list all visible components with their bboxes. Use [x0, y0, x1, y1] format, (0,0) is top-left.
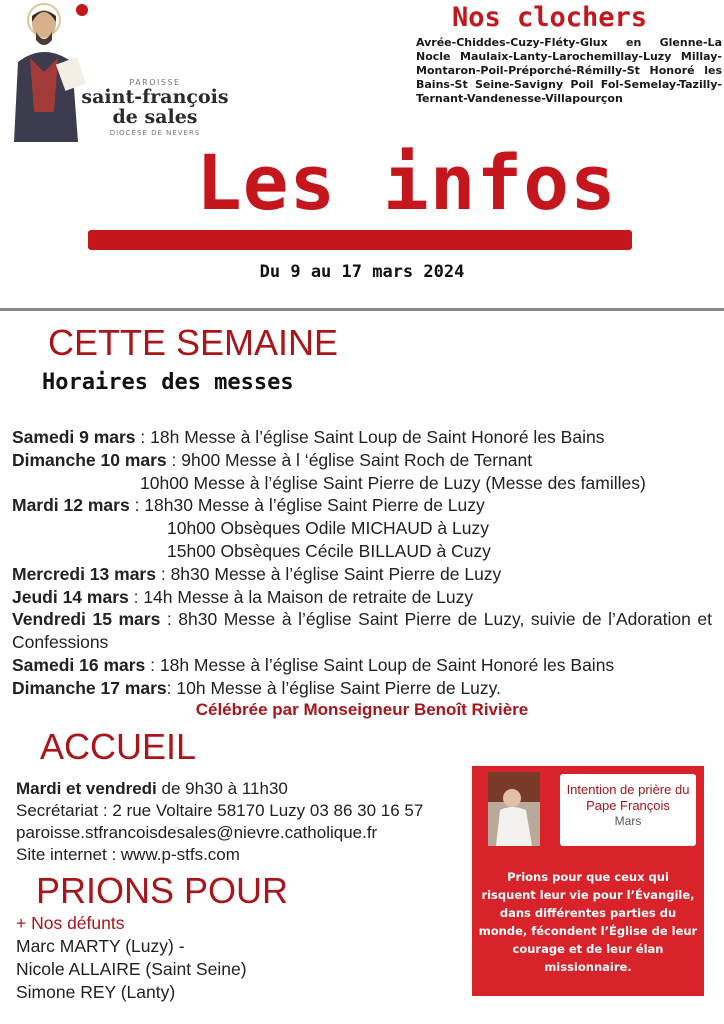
accueil-heading: ACCUEIL — [40, 726, 197, 767]
date-range: Du 9 au 17 mars 2024 — [259, 262, 465, 282]
defunt-name: Nicole ALLAIRE (Saint Seine) — [16, 959, 247, 979]
schedule-row — [12, 517, 712, 540]
schedule-row — [12, 654, 712, 677]
accueil-hours-text: de 9h30 à 11h30 — [156, 779, 288, 798]
intention-title: Intention de prière du Pape François — [566, 782, 690, 813]
accueil-hours — [16, 778, 423, 800]
schedule-day: Jeudi 14 mars — [12, 586, 129, 607]
schedule-day: Dimanche 10 mars — [12, 449, 167, 470]
defunt-name: Marc MARTY (Luzy) - — [16, 936, 185, 956]
accueil-website[interactable]: Site internet : www.p-stfs.com — [16, 845, 240, 864]
schedule-row — [12, 449, 712, 472]
logo-name-line1: saint-françois — [81, 86, 229, 108]
mass-schedule — [12, 426, 712, 700]
schedule-row — [12, 608, 712, 654]
intention-month: Mars — [614, 814, 642, 828]
schedule-text: : 9h00 Messe à l ‘église Saint Roch de Ternant — [166, 449, 533, 470]
schedule-day: Mercredi 13 mars — [12, 563, 156, 584]
parish-logo — [80, 78, 230, 137]
intention-text: Prions pour que ceux qui risquent leur vie pour l’Évangile, dans différentes parties du monde, fécondent l’Église de leur courage et de leur élan missionnaire. — [478, 870, 698, 974]
schedule-day: Samedi 16 mars — [12, 654, 146, 675]
schedule-text: : 8h30 Messe à l’église Saint Pierre de Luzy, suivie de l’Adoration et Confessions — [12, 609, 712, 653]
schedule-text: : 8h30 Messe à l’église Saint Pierre de Luzy — [155, 563, 502, 584]
schedule-text: : 18h Messe à l’église Saint Loup de Saint Honoré les Bains — [145, 654, 615, 675]
section-divider — [0, 308, 724, 311]
schedule-row — [12, 426, 712, 449]
schedule-day: Samedi 9 mars — [12, 427, 136, 447]
accueil-secretariat: Secrétariat : 2 rue Voltaire 58170 Luzy 03 86 30 16 57 — [16, 801, 424, 820]
schedule-text: : 18h30 Messe à l’église Saint Pierre de Luzy — [129, 495, 485, 516]
schedule-day: Vendredi 15 mars — [12, 609, 161, 630]
schedule-day: Dimanche 17 mars — [12, 677, 167, 698]
schedule-row — [12, 563, 712, 586]
prions-heading: PRIONS POUR — [36, 870, 289, 911]
schedule-day: Mardi 12 mars — [12, 495, 130, 516]
schedule-text: : 18h Messe à l’église Saint Loup de Saint Honoré les Bains — [135, 427, 605, 447]
defunts-label: + Nos défunts — [16, 913, 125, 933]
schedule-text: : 14h Messe à la Maison de retraite de Luzy — [128, 586, 474, 607]
cette-semaine-heading: CETTE SEMAINE — [48, 322, 339, 363]
schedule-text: 15h00 Obsèques Cécile BILLAUD à Cuzy — [167, 540, 491, 561]
schedule-row — [12, 677, 712, 700]
prions-list — [16, 912, 247, 1004]
logo-paroisse: PAROISSE — [129, 78, 181, 87]
schedule-row — [12, 540, 712, 563]
clochers-title: Nos clochers — [452, 2, 648, 33]
schedule-text: 10h00 Messe à l’église Saint Pierre de Luzy (Messe des familles) — [140, 472, 646, 493]
celebree-note: Célébrée par Monseigneur Benoît Rivière — [195, 700, 529, 719]
accueil-info — [16, 778, 423, 866]
page-title: Les infos — [196, 138, 617, 227]
schedule-row — [12, 586, 712, 609]
schedule-row — [12, 472, 712, 495]
schedule-row — [12, 494, 712, 517]
accueil-hours-label: Mardi et vendredi — [16, 779, 157, 798]
defunt-name: Simone REY (Lanty) — [16, 982, 176, 1002]
horaires-heading: Horaires des messes — [42, 370, 294, 395]
intention-header — [560, 774, 696, 846]
clochers-list: Avrée-Chiddes-Cuzy-Fléty-Glux en Glenne-La Nocle Maulaix-Lanty-Larochemillay-Luzy Millay-Montaron-Poil-Préporché-Rémilly-St Honoré les Bains-St Seine-Savigny Poil Fol-Semelay-Tazilly-Ternant-Vandenesse-Villapourçon — [416, 36, 722, 105]
title-underline-bar — [88, 230, 632, 250]
schedule-text: : 10h Messe à l’église Saint Pierre de Luzy. — [166, 677, 501, 698]
schedule-text: 10h00 Obsèques Odile MICHAUD à Luzy — [167, 518, 489, 539]
logo-name-line2: de sales — [112, 106, 198, 128]
pope-photo — [488, 772, 540, 846]
accueil-email[interactable]: paroisse.stfrancoisdesales@nievre.catholique.fr — [16, 823, 378, 842]
logo-diocese: DIOCESE DE NEVERS — [109, 129, 201, 137]
